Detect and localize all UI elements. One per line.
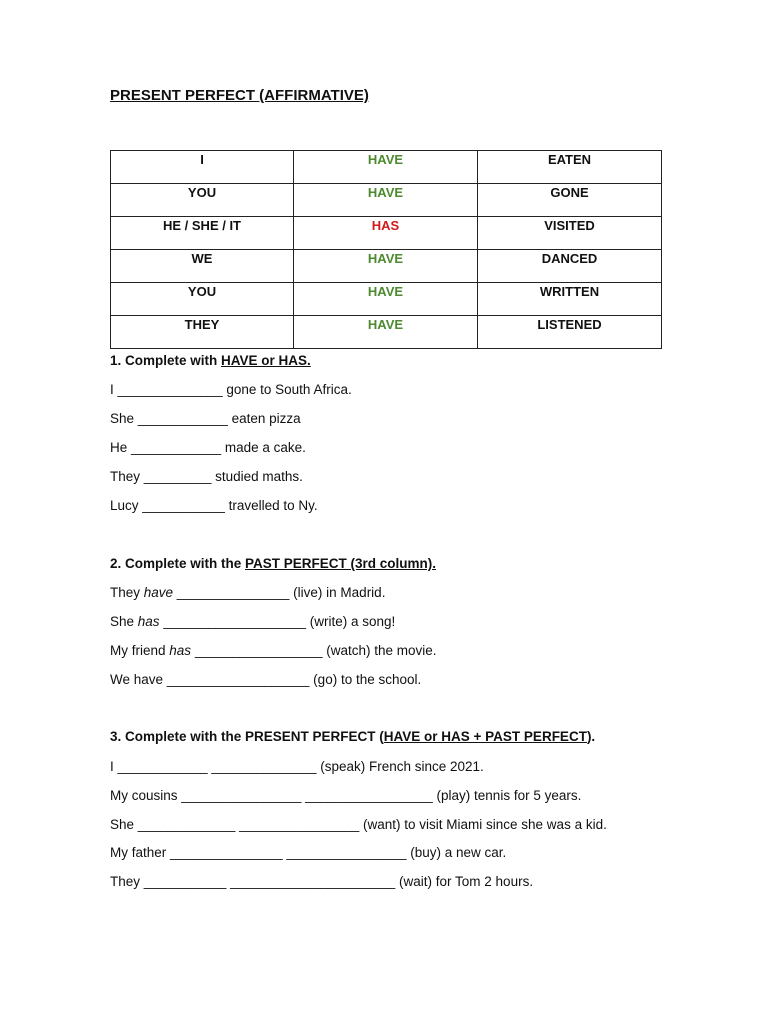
auxiliary-cell: HAVE bbox=[294, 151, 478, 184]
line-auxiliary: have bbox=[143, 585, 174, 600]
auxiliary-cell: HAVE bbox=[294, 316, 478, 349]
exercise-3-heading bbox=[110, 729, 595, 744]
table-row bbox=[111, 283, 662, 316]
exercise-2-line bbox=[110, 672, 421, 687]
exercise-1-line: He ____________ made a cake. bbox=[110, 440, 306, 455]
pronoun-cell: YOU bbox=[111, 283, 294, 316]
exercise-3-line: My cousins ________________ _________________ (play) tennis for 5 years. bbox=[110, 788, 582, 803]
exercise-1-line: They _________ studied maths. bbox=[110, 469, 303, 484]
exercise-2-line bbox=[110, 585, 385, 600]
exercise-1-heading-text: 1. Complete with bbox=[110, 353, 222, 368]
line-auxiliary: has bbox=[137, 614, 160, 629]
exercise-1-heading bbox=[110, 353, 311, 368]
exercise-3-line: I ____________ ______________ (speak) French since 2021. bbox=[110, 759, 484, 774]
auxiliary-cell: HAS bbox=[294, 217, 478, 250]
exercise-3-heading-text: 3. Complete with the PRESENT PERFECT ( bbox=[110, 729, 384, 744]
page-title: PRESENT PERFECT (AFFIRMATIVE) bbox=[110, 87, 369, 104]
exercise-1-line: Lucy ___________ travelled to Ny. bbox=[110, 498, 318, 513]
line-start: She bbox=[110, 614, 138, 629]
exercise-1-line: She ____________ eaten pizza bbox=[110, 411, 301, 426]
pronoun-cell: THEY bbox=[111, 316, 294, 349]
participle-cell: VISITED bbox=[478, 217, 662, 250]
table-row bbox=[111, 250, 662, 283]
line-start: My friend bbox=[110, 643, 170, 658]
exercise-2-line bbox=[110, 614, 395, 629]
pronoun-cell: I bbox=[111, 151, 294, 184]
conjugation-table bbox=[110, 150, 662, 349]
participle-cell: WRITTEN bbox=[478, 283, 662, 316]
exercise-3-line: She _____________ ________________ (want) to visit Miami since she was a kid. bbox=[110, 817, 607, 832]
pronoun-cell: YOU bbox=[111, 184, 294, 217]
participle-cell: EATEN bbox=[478, 151, 662, 184]
pronoun-cell: WE bbox=[111, 250, 294, 283]
table-row bbox=[111, 151, 662, 184]
line-end: _______________ (live) in Madrid. bbox=[173, 585, 386, 600]
auxiliary-cell: HAVE bbox=[294, 184, 478, 217]
exercise-3-heading-underlined: HAVE or HAS + PAST PERFECT bbox=[383, 729, 587, 744]
line-start: They bbox=[110, 585, 144, 600]
participle-cell: LISTENED bbox=[478, 316, 662, 349]
line-end: _________________ (watch) the movie. bbox=[191, 643, 437, 658]
participle-cell: DANCED bbox=[478, 250, 662, 283]
exercise-1-heading-underlined: HAVE or HAS. bbox=[221, 353, 311, 368]
exercise-3-line: My father _______________ ________________ (buy) a new car. bbox=[110, 845, 507, 860]
table-row bbox=[111, 217, 662, 250]
line-start: We have ___________________ (go) to the school. bbox=[110, 672, 422, 687]
pronoun-cell: HE / SHE / IT bbox=[111, 217, 294, 250]
line-auxiliary: has bbox=[169, 643, 192, 658]
exercise-2-line bbox=[110, 643, 437, 658]
exercise-1-line: I ______________ gone to South Africa. bbox=[110, 382, 352, 397]
participle-cell: GONE bbox=[478, 184, 662, 217]
exercise-3-heading-end: ). bbox=[586, 729, 596, 744]
auxiliary-cell: HAVE bbox=[294, 250, 478, 283]
exercise-2-heading-text: 2. Complete with the bbox=[110, 556, 246, 571]
table-row bbox=[111, 316, 662, 349]
table-row bbox=[111, 184, 662, 217]
exercise-2-heading-underlined: PAST PERFECT (3rd column). bbox=[245, 556, 437, 571]
exercise-2-heading bbox=[110, 556, 436, 571]
auxiliary-cell: HAVE bbox=[294, 283, 478, 316]
exercise-3-line: They ___________ ______________________ (wait) for Tom 2 hours. bbox=[110, 874, 534, 889]
line-end: ___________________ (write) a song! bbox=[159, 614, 396, 629]
